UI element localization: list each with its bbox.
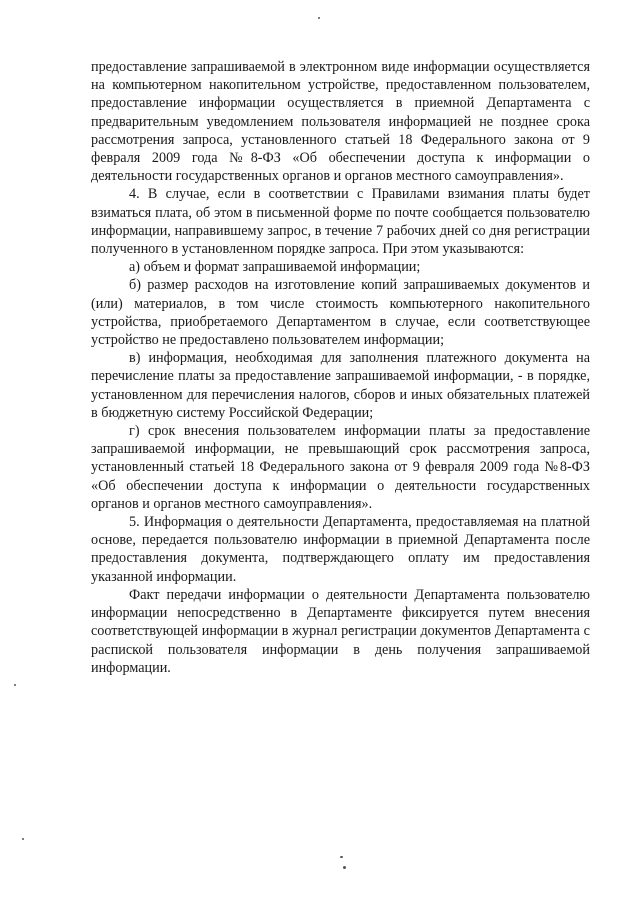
scan-speck (340, 856, 343, 858)
scan-speck (343, 866, 346, 869)
paragraph-item-5: 5. Информация о деятельности Департамента, предоставляемая на платной основе, передается пользователю информации в приемной Департамента после предоставления документа, подтверждающего оплату им предоставления указанной информации. (91, 514, 590, 585)
scan-speck (318, 17, 320, 19)
paragraph-continuation: предоставление запрашиваемой в электронном виде информации осуществляется на компьютерном накопительном устройстве, предоставленном пользователем, предоставление информации осуществляется в приемной Департамента с предварительным уведомлением пользователя информацией не позднее срока рассмотрения запроса, установленного статьей 18 Федерального закона от 9 февраля 2009 года №8-ФЗ «Об обеспечении доступа к информации о деятельности государственных органов и органов местного самоуправления». (91, 59, 590, 185)
paragraph-subitem-g: г) срок внесения пользователем информации платы за предоставление запрашиваемой информации, не превышающий срок рассмотрения запроса, установленный статьей 18 Федерального закона от 9 февраля 2009 года №8-ФЗ «Об обеспечении доступа к информации о деятельности государственных органов и органов местного самоуправления». (91, 423, 590, 512)
paragraph-transfer-fact: Факт передачи информации о деятельности Департамента пользователю информации непосредственно в Департаменте фиксируется путем внесения соответствующей информации в журнал регистрации документов Департамента с распиской пользователя информации в день получения запрашиваемой информации. (91, 586, 590, 676)
paragraph-subitem-v: в) информация, необходимая для заполнения платежного документа на перечисление платы за предоставление запрашиваемой информации, - в порядке, установленном для перечисления налогов, сборов и иных обязательных платежей в бюджетную систему Российской Федерации; (91, 350, 590, 421)
paragraph-subitem-b: б) размер расходов на изготовление копий запрашиваемых документов и (или) материалов, в том числе стоимость компьютерного накопительного устройства, приобретаемого Департаментом в случае, если соответствующее устройство не предоставлено пользователем информации; (91, 277, 590, 349)
scan-speck (14, 684, 16, 686)
document-body (91, 58, 590, 677)
paragraph-item-4: 4. В случае, если в соответствии с Правилами взимания платы будет взиматься плата, об этом в письменной форме по почте сообщается пользователю информации, направившему запрос, в течение 7 рабочих дней со дня регистрации полученного в установленном порядке запроса. При этом указываются: (91, 186, 590, 258)
paragraph-subitem-a: а) объем и формат запрашиваемой информации; (129, 259, 421, 276)
scan-speck (22, 838, 24, 840)
